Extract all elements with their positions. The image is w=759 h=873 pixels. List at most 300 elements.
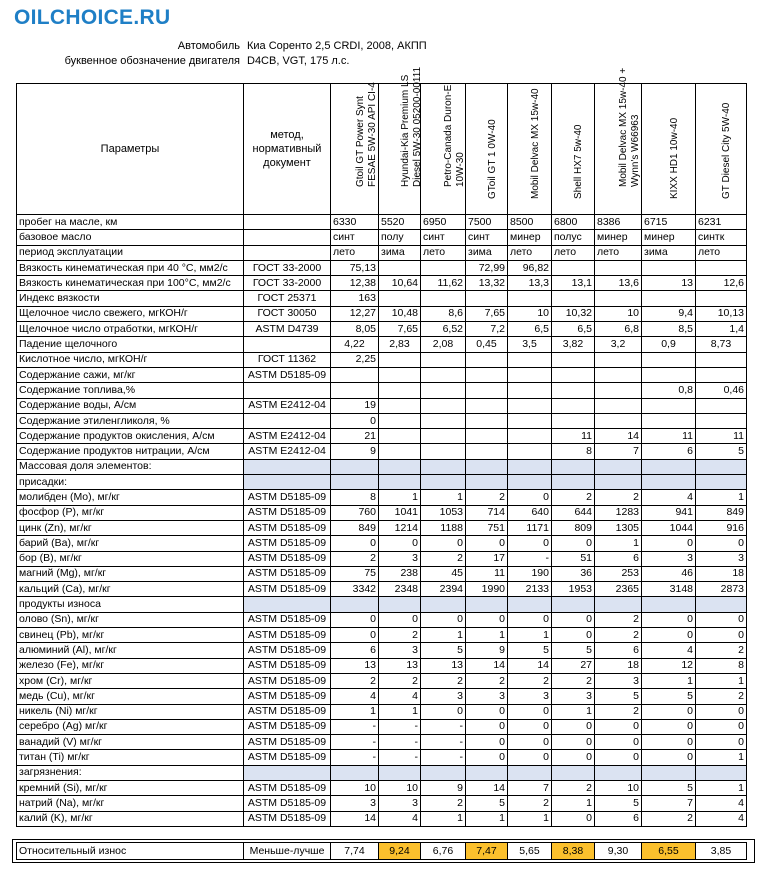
- value-cell: 2: [696, 643, 747, 658]
- value-cell: 0: [696, 628, 747, 643]
- oil-analysis-table: [16, 66, 747, 827]
- value-cell: 2: [595, 490, 642, 505]
- value-cell: [508, 383, 552, 398]
- value-cell: [595, 367, 642, 382]
- value-cell: 809: [552, 520, 595, 535]
- param-name: Содержание продуктов окисления, А/см: [17, 429, 244, 444]
- value-cell: 14: [595, 429, 642, 444]
- value-cell: 5: [696, 444, 747, 459]
- header-oil-label: Shell HX7 5w-40: [573, 124, 584, 199]
- value-cell: 10,13: [696, 306, 747, 321]
- value-cell: [331, 383, 379, 398]
- value-cell: 1305: [595, 520, 642, 535]
- value-cell: 10: [595, 306, 642, 321]
- section-fill: [244, 765, 331, 780]
- value-cell: 2394: [421, 582, 466, 597]
- value-cell: 75: [331, 566, 379, 581]
- section-fill: [331, 475, 379, 490]
- section-fill: [331, 765, 379, 780]
- section-fill: [379, 765, 421, 780]
- value-cell: [696, 413, 747, 428]
- value-cell: -: [421, 735, 466, 750]
- value-cell: 7,65: [466, 306, 508, 321]
- param-method: ASTM D5185-09: [244, 704, 331, 719]
- value-cell: 2: [379, 628, 421, 643]
- value-cell: 75,13: [331, 260, 379, 275]
- value-cell: 10,64: [379, 276, 421, 291]
- value-cell: -: [508, 551, 552, 566]
- value-cell: минер: [508, 230, 552, 245]
- value-cell: 190: [508, 566, 552, 581]
- value-cell: 0: [421, 536, 466, 551]
- value-cell: 2,25: [331, 352, 379, 367]
- value-cell: 9: [466, 643, 508, 658]
- value-cell: 2: [642, 811, 696, 826]
- summary-value: 6,76: [421, 843, 466, 860]
- header-oil-4: [466, 84, 508, 215]
- param-method: ASTM D5185-09: [244, 643, 331, 658]
- table-row: [17, 612, 747, 627]
- table-row: [17, 811, 747, 826]
- table-row: [17, 658, 747, 673]
- value-cell: 3: [552, 689, 595, 704]
- value-cell: -: [379, 750, 421, 765]
- value-cell: 2: [552, 673, 595, 688]
- value-cell: [595, 413, 642, 428]
- section-fill: [696, 765, 747, 780]
- value-cell: 3: [379, 551, 421, 566]
- value-cell: [552, 413, 595, 428]
- section-fill: [595, 765, 642, 780]
- value-cell: [379, 367, 421, 382]
- param-method: ASTM D5185-09: [244, 658, 331, 673]
- value-cell: 1: [379, 490, 421, 505]
- table-row: [17, 429, 747, 444]
- value-cell: полу: [379, 230, 421, 245]
- value-cell: 2: [508, 673, 552, 688]
- value-cell: 10,32: [552, 306, 595, 321]
- value-cell: 941: [642, 505, 696, 520]
- table-row: [17, 704, 747, 719]
- value-cell: 0: [552, 735, 595, 750]
- value-cell: 1214: [379, 520, 421, 535]
- value-cell: 1953: [552, 582, 595, 597]
- value-cell: 0,46: [696, 383, 747, 398]
- value-cell: 3: [508, 689, 552, 704]
- value-cell: 0,45: [466, 337, 508, 352]
- value-cell: 19: [331, 398, 379, 413]
- param-name: Содержание топлива,%: [17, 383, 244, 398]
- value-cell: зима: [642, 245, 696, 260]
- table-row: [17, 398, 747, 413]
- section-fill: [508, 765, 552, 780]
- header-oil-label: Hyundai-Kia Premium LS Diesel 5W-30 05200-00111: [399, 66, 422, 187]
- section-fill: [379, 459, 421, 474]
- header-oil-5: [508, 84, 552, 215]
- value-cell: 4: [379, 689, 421, 704]
- summary-value: 3,85: [696, 843, 747, 860]
- value-cell: [552, 383, 595, 398]
- summary-value: 9,30: [595, 843, 642, 860]
- value-cell: 760: [331, 505, 379, 520]
- header-oil-label: GT Diesel City 5W-40: [721, 102, 732, 199]
- value-cell: 9: [331, 444, 379, 459]
- table-row: [17, 735, 747, 750]
- section-row: [17, 475, 747, 490]
- value-cell: синт: [466, 230, 508, 245]
- value-cell: 1: [421, 490, 466, 505]
- value-cell: 9: [421, 780, 466, 795]
- value-cell: 12: [642, 658, 696, 673]
- value-cell: [552, 398, 595, 413]
- value-cell: 0: [508, 704, 552, 719]
- value-cell: 9,4: [642, 306, 696, 321]
- section-fill: [508, 475, 552, 490]
- value-cell: 1: [379, 704, 421, 719]
- param-method: ASTM D5185-09: [244, 566, 331, 581]
- value-cell: [508, 291, 552, 306]
- param-name: пробег на масле, км: [17, 215, 244, 230]
- summary-label: Относительный износ: [17, 843, 244, 860]
- param-name: ванадий (V) мг/кг: [17, 735, 244, 750]
- table-row: [17, 230, 747, 245]
- value-cell: [696, 398, 747, 413]
- value-cell: [466, 367, 508, 382]
- value-cell: 2,08: [421, 337, 466, 352]
- param-name: Содержание сажи, мг/кг: [17, 367, 244, 382]
- value-cell: [379, 260, 421, 275]
- value-cell: 4: [331, 689, 379, 704]
- value-cell: 14: [466, 658, 508, 673]
- value-cell: 640: [508, 505, 552, 520]
- value-cell: 12,27: [331, 306, 379, 321]
- value-cell: лето: [508, 245, 552, 260]
- param-name: Вязкость кинематическая при 100°С, мм2/с: [17, 276, 244, 291]
- param-method: ASTM D5185-09: [244, 673, 331, 688]
- value-cell: 2: [421, 673, 466, 688]
- param-name: кремний (Si), мг/кг: [17, 780, 244, 795]
- value-cell: 0: [331, 628, 379, 643]
- value-cell: 0: [642, 704, 696, 719]
- value-cell: [552, 352, 595, 367]
- value-cell: [379, 429, 421, 444]
- value-cell: 849: [696, 505, 747, 520]
- table-row: [17, 367, 747, 382]
- value-cell: [508, 413, 552, 428]
- param-method: ASTM E2412-04: [244, 398, 331, 413]
- section-label: загрязнения:: [17, 765, 244, 780]
- param-method: [244, 383, 331, 398]
- value-cell: 4: [642, 490, 696, 505]
- value-cell: 0: [379, 536, 421, 551]
- value-cell: 1: [696, 490, 747, 505]
- section-label: продукты износа: [17, 597, 244, 612]
- value-cell: 0: [466, 612, 508, 627]
- value-cell: 2: [595, 704, 642, 719]
- section-fill: [466, 765, 508, 780]
- header-oil-7: [595, 67, 642, 215]
- value-cell: 7: [508, 780, 552, 795]
- param-name: бор (B), мг/кг: [17, 551, 244, 566]
- param-method: ГОСТ 33-2000: [244, 276, 331, 291]
- value-cell: 11: [696, 429, 747, 444]
- section-fill: [244, 475, 331, 490]
- value-cell: 1: [421, 628, 466, 643]
- value-cell: 3: [331, 796, 379, 811]
- value-cell: 13,6: [595, 276, 642, 291]
- section-label: присадки:: [17, 475, 244, 490]
- table-row: [17, 444, 747, 459]
- value-cell: 1: [508, 811, 552, 826]
- value-cell: 2: [379, 673, 421, 688]
- value-cell: 2: [421, 551, 466, 566]
- table-row: [17, 215, 747, 230]
- param-name: Индекс вязкости: [17, 291, 244, 306]
- value-cell: 36: [552, 566, 595, 581]
- value-cell: -: [331, 719, 379, 734]
- summary-value: 5,65: [508, 843, 552, 860]
- section-fill: [331, 459, 379, 474]
- header-oil-label: KIXX HD1 10w-40: [668, 117, 680, 199]
- param-method: ASTM D5185-09: [244, 536, 331, 551]
- value-cell: [466, 413, 508, 428]
- value-cell: 1041: [379, 505, 421, 520]
- value-cell: 6330: [331, 215, 379, 230]
- value-cell: 2: [552, 490, 595, 505]
- value-cell: 6,5: [508, 322, 552, 337]
- value-cell: 8,73: [696, 337, 747, 352]
- section-fill: [595, 459, 642, 474]
- car-label: Автомобиль: [177, 40, 240, 52]
- value-cell: 3: [421, 689, 466, 704]
- value-cell: 1,4: [696, 322, 747, 337]
- param-name: Щелочное число отработки, мгКОН/г: [17, 322, 244, 337]
- value-cell: 13,1: [552, 276, 595, 291]
- value-cell: [508, 398, 552, 413]
- value-cell: 6,52: [421, 322, 466, 337]
- param-method: ГОСТ 25371: [244, 291, 331, 306]
- section-fill: [421, 459, 466, 474]
- value-cell: 0: [466, 536, 508, 551]
- value-cell: 916: [696, 520, 747, 535]
- summary-value: 6,55: [642, 843, 696, 860]
- value-cell: 3: [379, 643, 421, 658]
- summary-value: 7,74: [331, 843, 379, 860]
- section-fill: [642, 597, 696, 612]
- section-fill: [421, 597, 466, 612]
- value-cell: 18: [696, 566, 747, 581]
- param-method: [244, 215, 331, 230]
- value-cell: -: [421, 750, 466, 765]
- value-cell: 8386: [595, 215, 642, 230]
- value-cell: 6: [595, 643, 642, 658]
- value-cell: лето: [552, 245, 595, 260]
- param-method: ASTM D5185-09: [244, 582, 331, 597]
- param-method: [244, 413, 331, 428]
- value-cell: 18: [595, 658, 642, 673]
- section-fill: [508, 597, 552, 612]
- value-cell: 1: [466, 628, 508, 643]
- value-cell: 11: [466, 566, 508, 581]
- section-fill: [595, 597, 642, 612]
- param-method: ASTM D5185-09: [244, 505, 331, 520]
- value-cell: [466, 398, 508, 413]
- table-row: [17, 536, 747, 551]
- value-cell: 1: [331, 704, 379, 719]
- value-cell: 6,5: [552, 322, 595, 337]
- table-row: [17, 643, 747, 658]
- value-cell: [595, 260, 642, 275]
- value-cell: 8,6: [421, 306, 466, 321]
- value-cell: лето: [331, 245, 379, 260]
- value-cell: 0: [552, 719, 595, 734]
- value-cell: 2,83: [379, 337, 421, 352]
- site-logo: OILCHOICE.RU: [14, 6, 171, 29]
- param-method: ГОСТ 30050: [244, 306, 331, 321]
- section-fill: [421, 765, 466, 780]
- value-cell: 6231: [696, 215, 747, 230]
- value-cell: 238: [379, 566, 421, 581]
- value-cell: 1: [552, 704, 595, 719]
- value-cell: 163: [331, 291, 379, 306]
- value-cell: лето: [595, 245, 642, 260]
- value-cell: 0: [552, 811, 595, 826]
- value-cell: 13: [642, 276, 696, 291]
- section-fill: [642, 765, 696, 780]
- param-method: ГОСТ 11362: [244, 352, 331, 367]
- value-cell: 849: [331, 520, 379, 535]
- value-cell: 12,38: [331, 276, 379, 291]
- value-cell: 1: [466, 811, 508, 826]
- value-cell: [421, 367, 466, 382]
- section-fill: [642, 475, 696, 490]
- value-cell: 0: [508, 719, 552, 734]
- section-fill: [552, 475, 595, 490]
- value-cell: [466, 429, 508, 444]
- value-cell: 0,8: [642, 383, 696, 398]
- value-cell: 0: [595, 719, 642, 734]
- value-cell: [696, 260, 747, 275]
- param-method: [244, 230, 331, 245]
- section-row: [17, 459, 747, 474]
- param-method: ASTM D5185-09: [244, 490, 331, 505]
- table-row: [17, 276, 747, 291]
- value-cell: 2: [552, 780, 595, 795]
- value-cell: 12,6: [696, 276, 747, 291]
- value-cell: 72,99: [466, 260, 508, 275]
- param-name: Содержание этиленгликоля, %: [17, 413, 244, 428]
- summary-row: [17, 843, 747, 860]
- param-name: серебро (Ag) мг/кг: [17, 719, 244, 734]
- summary-value: 9,24: [379, 843, 421, 860]
- value-cell: [379, 291, 421, 306]
- value-cell: 5: [642, 689, 696, 704]
- value-cell: 46: [642, 566, 696, 581]
- value-cell: 3,82: [552, 337, 595, 352]
- table-row: [17, 628, 747, 643]
- value-cell: 0: [552, 628, 595, 643]
- value-cell: 3: [642, 551, 696, 566]
- value-cell: [696, 352, 747, 367]
- value-cell: 3,2: [595, 337, 642, 352]
- section-fill: [421, 475, 466, 490]
- value-cell: 1044: [642, 520, 696, 535]
- value-cell: [552, 367, 595, 382]
- value-cell: 6800: [552, 215, 595, 230]
- value-cell: 7,2: [466, 322, 508, 337]
- param-name: базовое масло: [17, 230, 244, 245]
- value-cell: 2: [696, 689, 747, 704]
- value-cell: 644: [552, 505, 595, 520]
- value-cell: 1188: [421, 520, 466, 535]
- param-method: ГОСТ 33-2000: [244, 260, 331, 275]
- param-method: ASTM D5185-09: [244, 780, 331, 795]
- param-method: ASTM D5185-09: [244, 750, 331, 765]
- value-cell: 8: [552, 444, 595, 459]
- value-cell: 0: [508, 490, 552, 505]
- value-cell: 4: [379, 811, 421, 826]
- value-cell: 0: [466, 735, 508, 750]
- value-cell: 3148: [642, 582, 696, 597]
- section-fill: [696, 475, 747, 490]
- table-row: [17, 322, 747, 337]
- value-cell: [379, 398, 421, 413]
- param-method: ASTM D5185-09: [244, 796, 331, 811]
- value-cell: [466, 444, 508, 459]
- car-value: Киа Соренто 2,5 CRDI, 2008, АКПП: [247, 40, 427, 52]
- value-cell: [421, 398, 466, 413]
- value-cell: зима: [379, 245, 421, 260]
- value-cell: [642, 352, 696, 367]
- value-cell: 0: [508, 750, 552, 765]
- param-method: ASTM D5185-09: [244, 612, 331, 627]
- param-name: Содержание продуктов нитрации, А/см: [17, 444, 244, 459]
- value-cell: [421, 444, 466, 459]
- value-cell: [508, 352, 552, 367]
- header-oil-label: GToil GT 1 0W-40: [486, 118, 498, 199]
- value-cell: 2873: [696, 582, 747, 597]
- value-cell: 14: [331, 811, 379, 826]
- value-cell: 5: [595, 796, 642, 811]
- section-label: Массовая доля элементов:: [17, 459, 244, 474]
- value-cell: 13: [421, 658, 466, 673]
- value-cell: 2: [331, 673, 379, 688]
- table-row: [17, 551, 747, 566]
- table-row: [17, 719, 747, 734]
- value-cell: 3: [466, 689, 508, 704]
- relative-wear-table: [16, 842, 747, 860]
- value-cell: 5: [421, 643, 466, 658]
- table-row: [17, 291, 747, 306]
- value-cell: 14: [508, 658, 552, 673]
- param-method: ASTM D5185-09: [244, 367, 331, 382]
- table-row: [17, 689, 747, 704]
- table-row: [17, 505, 747, 520]
- summary-method: Меньше-лучше: [244, 843, 331, 860]
- param-method: ASTM D5185-09: [244, 719, 331, 734]
- param-name: Щелочное число свежего, мгКОН/г: [17, 306, 244, 321]
- value-cell: -: [421, 719, 466, 734]
- value-cell: 7: [642, 796, 696, 811]
- value-cell: 5520: [379, 215, 421, 230]
- value-cell: [379, 413, 421, 428]
- section-fill: [331, 597, 379, 612]
- value-cell: 8,5: [642, 322, 696, 337]
- value-cell: 0: [696, 719, 747, 734]
- value-cell: [466, 352, 508, 367]
- value-cell: 13,32: [466, 276, 508, 291]
- value-cell: 13: [331, 658, 379, 673]
